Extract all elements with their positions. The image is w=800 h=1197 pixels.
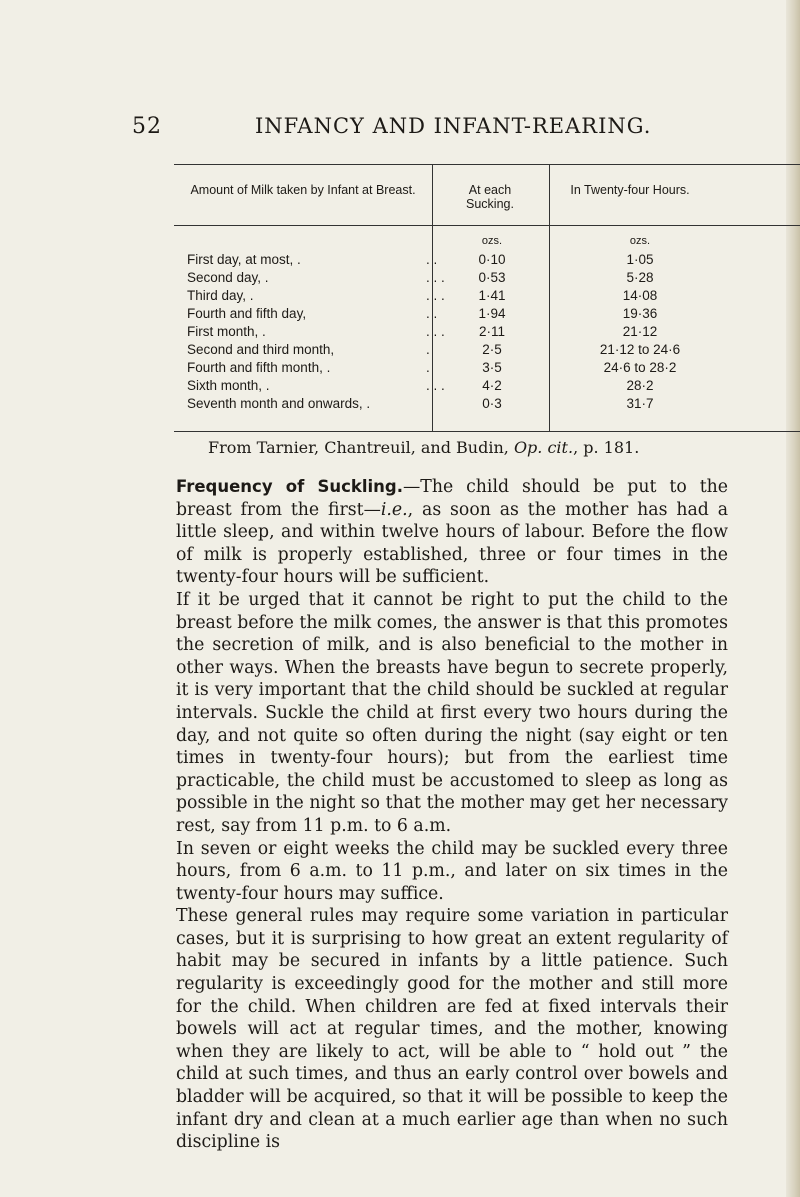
paragraph: [176, 476, 728, 589]
row-value-day: 19·36: [622, 306, 658, 321]
row-leader-dots: . . .: [426, 378, 445, 393]
row-label: Second and third month,: [187, 342, 335, 357]
row-leader-dots: . .: [426, 306, 438, 321]
row-label: Sixth month, .: [187, 378, 270, 393]
row-value-each: 1·41: [478, 288, 506, 303]
row-value-day: 14·08: [622, 288, 658, 303]
table-row: [174, 306, 800, 323]
row-value-day: 5·28: [626, 270, 654, 285]
table-row: [174, 360, 800, 377]
row-label: Seventh month and onwards, .: [187, 396, 371, 411]
row-label: Fourth and fifth day,: [187, 306, 307, 321]
row-leader-dots: . . .: [426, 324, 445, 339]
table-row: [174, 342, 800, 359]
row-value-each: 3·5: [482, 360, 502, 375]
row-value-each: 1·94: [478, 306, 506, 321]
table-row: [174, 288, 800, 305]
page-header: [0, 114, 800, 144]
paragraph-italic: i.e.: [380, 499, 408, 520]
row-value-each: 0·10: [478, 252, 506, 267]
table-header-amount: Amount of Milk taken by Infant at Breast.: [190, 183, 416, 197]
section-heading: Frequency of Suckling.: [176, 477, 404, 496]
paragraph: In seven or eight weeks the child may be suckled every three hours, from 6 a.m. to 11 p.m., and later on six times in the twenty-four hours may suffice.: [176, 838, 728, 904]
row-leader-dots: .: [426, 360, 430, 375]
row-label: Second day, .: [187, 270, 269, 285]
row-value-day: 1·05: [626, 252, 654, 267]
source-suffix: , p. 181.: [573, 438, 640, 457]
row-label: Third day, .: [187, 288, 254, 303]
row-leader-dots: . . .: [426, 270, 445, 285]
table-row: [174, 378, 800, 395]
table-row: [174, 396, 800, 413]
row-leader-dots: . . .: [426, 288, 445, 303]
milk-table: [174, 164, 800, 432]
table-row: [174, 324, 800, 341]
table-header-day: In Twenty-four Hours.: [570, 183, 690, 197]
source-prefix: From Tarnier, Chantreuil, and Budin,: [208, 438, 514, 457]
units-day: ozs.: [629, 235, 651, 247]
table-row: [174, 252, 800, 269]
source-citation: [208, 438, 639, 457]
row-label: Fourth and fifth month, .: [187, 360, 331, 375]
row-value-each: 0·3: [482, 396, 502, 411]
row-label: First day, at most, .: [187, 252, 301, 267]
page-number: 52: [132, 114, 162, 139]
row-value-each: 4·2: [482, 378, 502, 393]
row-value-day: 31·7: [626, 396, 654, 411]
row-value-day: 28·2: [626, 378, 654, 393]
row-value-each: 2·11: [478, 324, 506, 339]
paragraph: These general rules may require some variation in particular cases, but it is surprising to how great an extent regularity of habit may be secured in infants by a little patience. Such regularity is exceedingly good for the mother and still more for the child. When children are fed at fixed intervals their bowels will act at regular times, and the mother, knowing when they are likely to act, will be able to “ hold out ” the child at such times, and thus an early control over bowels and bladder will be acquired, so that it will be possible to keep the infant dry and clean at a much earlier age than when no such discipline is: [176, 906, 728, 1153]
row-value-day: 21·12 to 24·6: [599, 342, 681, 357]
row-value-day: 24·6 to 28·2: [603, 360, 677, 375]
row-value-each: 0·53: [478, 270, 506, 285]
row-leader-dots: . .: [426, 252, 438, 267]
row-value-each: 2·5: [482, 342, 502, 357]
paragraph: If it be urged that it cannot be right to put the child to the breast before the milk comes, the answer is that this promotes the secretion of milk, and is also beneficial to the mother in other ways. When the breasts have begun to secrete properly, it is very important that the child should be suckled at regular intervals. Suckle the child at first every two hours during the day, and not quite so often during the night (say eight or ten times in twenty-four hours); but from the earliest time practicable, the child must be accustomed to sleep as long as possible in the night so that the mother may get her necessary rest, say from 11 p.m. to 6 a.m.: [176, 589, 728, 836]
table-header-rule: [174, 225, 800, 226]
body-text: [176, 476, 728, 1154]
paragraph-text: , as soon as the mother has had a little sleep, and within twelve hours of labour. Before the flow of milk is properly established, three or four times in the twenty-four hours will be sufficient.: [176, 499, 728, 588]
paragraph-text: —The child should be put to the breast from the first—: [176, 477, 728, 520]
units-each: ozs.: [481, 235, 503, 247]
table-row: [174, 270, 800, 287]
row-value-day: 21·12: [622, 324, 658, 339]
table-header-each: At each Sucking.: [466, 183, 514, 211]
row-label: First month, .: [187, 324, 266, 339]
running-title: INFANCY AND INFANT-REARING.: [255, 114, 652, 138]
source-italic: Op. cit.: [513, 438, 574, 457]
row-leader-dots: .: [426, 342, 430, 357]
